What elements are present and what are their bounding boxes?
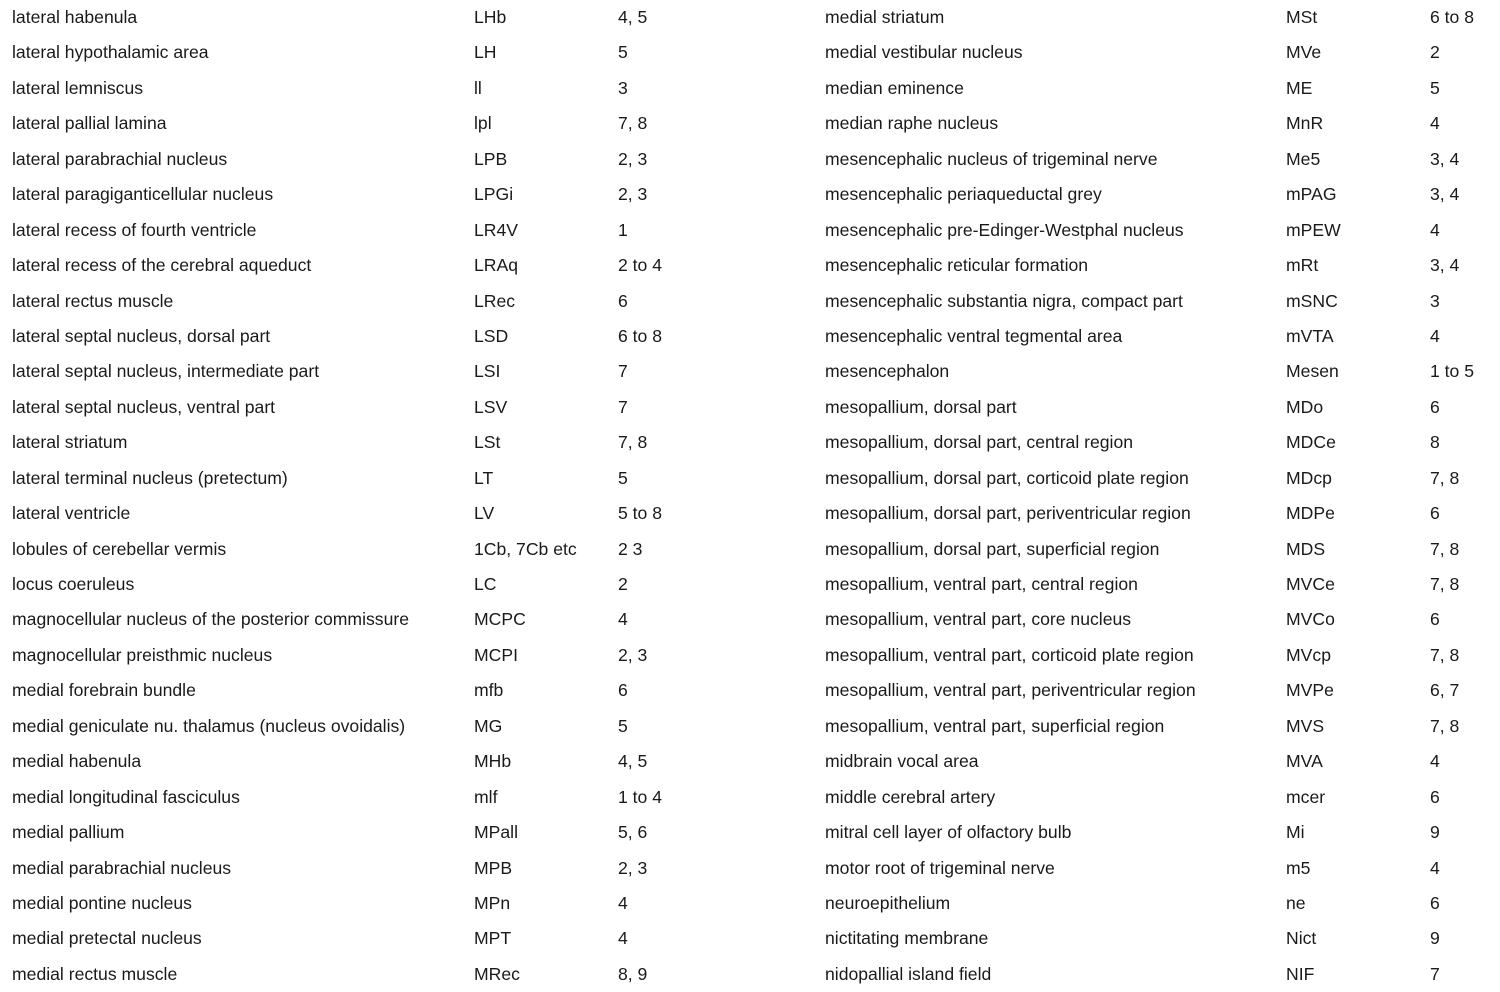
- abbreviation: ll: [474, 77, 482, 98]
- structure-name: lateral recess of the cerebral aqueduct: [12, 255, 312, 276]
- structure-name: neuroepithelium: [825, 892, 951, 913]
- abbreviation: MRec: [474, 963, 520, 984]
- structure-name: mesopallium, dorsal part, corticoid plate region: [825, 467, 1189, 488]
- abbreviation: MVcp: [1286, 644, 1331, 665]
- structure-name: lateral septal nucleus, intermediate part: [12, 361, 320, 382]
- plate-numbers: 1 to 5: [1430, 361, 1475, 382]
- table-row: [12, 390, 812, 425]
- abbreviation: MVCe: [1286, 574, 1335, 594]
- plate-numbers: 5, 6: [618, 822, 648, 843]
- abbreviation: LV: [474, 503, 495, 524]
- abbreviation: MnR: [1286, 113, 1324, 134]
- structure-name: medial rectus muscle: [12, 963, 178, 984]
- table-row: [12, 709, 812, 744]
- plate-numbers: 7, 8: [1430, 574, 1460, 594]
- abbreviation: LSt: [474, 432, 501, 453]
- structure-name: motor root of trigeminal nerve: [825, 857, 1055, 878]
- abbreviation: MDPe: [1286, 503, 1335, 524]
- table-row: [825, 815, 1500, 850]
- structure-name: locus coeruleus: [12, 574, 135, 594]
- table-row: [12, 142, 812, 177]
- plate-numbers: 6, 7: [1430, 680, 1460, 701]
- plate-numbers: 6: [1430, 503, 1440, 524]
- abbreviation: MVS: [1286, 715, 1325, 736]
- plate-numbers: 2 to 4: [618, 255, 663, 276]
- table-row: [825, 425, 1500, 460]
- plate-numbers: 2, 3: [618, 644, 648, 665]
- structure-name: mesencephalic pre-Edinger-Westphal nucleus: [825, 219, 1184, 240]
- table-row: [12, 602, 812, 637]
- plate-numbers: 4: [1430, 113, 1440, 134]
- plate-numbers: 7, 8: [1430, 644, 1460, 665]
- table-row: [825, 142, 1500, 177]
- structure-name: medial habenula: [12, 751, 142, 772]
- plate-numbers: 4: [1430, 751, 1440, 772]
- structure-name: lobules of cerebellar vermis: [12, 538, 227, 559]
- table-row: [12, 71, 812, 106]
- plate-numbers: 7, 8: [1430, 538, 1460, 559]
- abbreviation: LT: [474, 467, 494, 488]
- table-row: [825, 248, 1500, 283]
- table-row: [825, 354, 1500, 389]
- plate-numbers: 6: [1430, 786, 1440, 807]
- plate-numbers: 4: [1430, 857, 1440, 878]
- structure-name: medial pallium: [12, 822, 125, 843]
- structure-name: lateral terminal nucleus (pretectum): [12, 467, 288, 488]
- plate-numbers: 7: [1430, 963, 1440, 984]
- abbreviation: mlf: [474, 786, 498, 807]
- plate-numbers: 6: [618, 290, 628, 311]
- plate-numbers: 5: [618, 42, 628, 63]
- plate-numbers: 7, 8: [618, 113, 648, 134]
- table-row: [12, 213, 812, 248]
- plate-numbers: 5: [1430, 77, 1440, 98]
- table-row: [825, 886, 1500, 921]
- structure-name: mesopallium, dorsal part, periventricular region: [825, 503, 1191, 524]
- structure-name: medial geniculate nu. thalamus (nucleus ovoidalis): [12, 715, 406, 736]
- plate-numbers: 8: [1430, 432, 1440, 453]
- plate-numbers: 4: [618, 892, 628, 913]
- table-row: [825, 851, 1500, 886]
- table-row: [12, 461, 812, 496]
- table-row: [825, 0, 1500, 35]
- abbreviation: Mesen: [1286, 361, 1339, 382]
- abbreviation: LPGi: [474, 184, 514, 205]
- abbreviation: LPB: [474, 148, 508, 169]
- abbreviation: mcer: [1286, 786, 1326, 807]
- abbreviation: MCPC: [474, 609, 526, 630]
- abbreviation: 1Cb, 7Cb etc: [474, 538, 577, 559]
- abbreviation: MVCo: [1286, 609, 1335, 630]
- abbreviation: lpl: [474, 113, 492, 134]
- table-row: [825, 709, 1500, 744]
- abbreviation: LR4V: [474, 219, 519, 240]
- table-row: [825, 567, 1500, 602]
- table-row: [825, 673, 1500, 708]
- plate-numbers: 2, 3: [618, 148, 648, 169]
- structure-name: medial striatum: [825, 7, 945, 27]
- structure-name: lateral septal nucleus, ventral part: [12, 396, 276, 417]
- structure-name: lateral ventricle: [12, 503, 131, 524]
- table-row: [12, 0, 812, 35]
- structure-name: lateral septal nucleus, dorsal part: [12, 325, 271, 346]
- table-row: [12, 744, 812, 779]
- structure-name: mesopallium, ventral part, corticoid plate region: [825, 644, 1194, 665]
- table-row: [12, 532, 812, 567]
- plate-numbers: 9: [1430, 928, 1440, 949]
- table-row: [825, 284, 1500, 319]
- structure-name: mesopallium, ventral part, core nucleus: [825, 609, 1132, 630]
- structure-name: nidopallial island field: [825, 963, 992, 984]
- plate-numbers: 4: [618, 609, 628, 630]
- abbreviation: ne: [1286, 892, 1306, 913]
- abbreviation: mRt: [1286, 255, 1319, 276]
- plate-numbers: 6 to 8: [618, 325, 663, 346]
- abbreviation: mSNC: [1286, 290, 1338, 311]
- table-row: [12, 851, 812, 886]
- plate-numbers: 7, 8: [1430, 467, 1460, 488]
- abbreviation: MPB: [474, 857, 513, 878]
- abbreviation: LSI: [474, 361, 501, 382]
- plate-numbers: 6: [1430, 609, 1440, 630]
- table-row: [12, 886, 812, 921]
- table-row: [12, 496, 812, 531]
- structure-name: mesopallium, dorsal part: [825, 396, 1017, 417]
- abbreviation: LRAq: [474, 255, 519, 276]
- abbreviation: MSt: [1286, 7, 1318, 27]
- structure-name: nictitating membrane: [825, 928, 989, 949]
- table-row: [12, 957, 812, 992]
- structure-name: magnocellular nucleus of the posterior commissure: [12, 609, 410, 630]
- abbreviation: ME: [1286, 77, 1313, 98]
- abbreviation: m5: [1286, 857, 1311, 878]
- abbreviation: mfb: [474, 680, 504, 701]
- plate-numbers: 2 3: [618, 538, 643, 559]
- structure-name: mesencephalic nucleus of trigeminal nerve: [825, 148, 1158, 169]
- plate-numbers: 3, 4: [1430, 148, 1460, 169]
- table-row: [825, 957, 1500, 992]
- table-row: [12, 319, 812, 354]
- structure-name: medial pontine nucleus: [12, 892, 192, 913]
- structure-name: mesencephalic periaqueductal grey: [825, 184, 1102, 205]
- structure-name: middle cerebral artery: [825, 786, 996, 807]
- table-row: [12, 106, 812, 141]
- abbreviation: mVTA: [1286, 325, 1334, 346]
- structure-name: mesopallium, ventral part, periventricular region: [825, 680, 1196, 701]
- plate-numbers: 7, 8: [618, 432, 648, 453]
- plate-numbers: 5: [618, 467, 628, 488]
- abbreviation: LHb: [474, 7, 507, 27]
- plate-numbers: 3, 4: [1430, 184, 1460, 205]
- structure-name: medial parabrachial nucleus: [12, 857, 232, 878]
- abbreviation: MDCe: [1286, 432, 1336, 453]
- plate-numbers: 3: [1430, 290, 1440, 311]
- table-row: [825, 602, 1500, 637]
- plate-numbers: 2: [618, 574, 628, 594]
- abbreviation: LRec: [474, 290, 516, 311]
- abbreviation: MPn: [474, 892, 511, 913]
- plate-numbers: 6: [1430, 892, 1440, 913]
- abbreviation: MDcp: [1286, 467, 1332, 488]
- table-row: [12, 815, 812, 850]
- abbreviation: Me5: [1286, 148, 1321, 169]
- table-row: [12, 567, 812, 602]
- plate-numbers: 1 to 4: [618, 786, 663, 807]
- structure-name: medial vestibular nucleus: [825, 42, 1023, 63]
- table-row: [825, 638, 1500, 673]
- structure-name: medial longitudinal fasciculus: [12, 786, 240, 807]
- plate-numbers: 5: [618, 715, 628, 736]
- plate-numbers: 8, 9: [618, 963, 648, 984]
- table-row: [825, 106, 1500, 141]
- right-column: [825, 0, 1500, 992]
- structure-name: lateral recess of fourth ventricle: [12, 219, 257, 240]
- table-row: [825, 390, 1500, 425]
- structure-name: median eminence: [825, 77, 964, 98]
- plate-numbers: 6: [618, 680, 628, 701]
- plate-numbers: 7: [618, 361, 628, 382]
- table-row: [12, 248, 812, 283]
- abbreviation: MPall: [474, 822, 518, 843]
- abbreviation: MG: [474, 715, 503, 736]
- plate-numbers: 2, 3: [618, 857, 648, 878]
- abbreviation: MPT: [474, 928, 512, 949]
- table-row: [825, 532, 1500, 567]
- table-row: [12, 780, 812, 815]
- abbreviation: NIF: [1286, 963, 1315, 984]
- table-row: [825, 213, 1500, 248]
- abbreviation: MVe: [1286, 42, 1322, 63]
- table-row: [825, 177, 1500, 212]
- abbreviation: mPAG: [1286, 184, 1337, 205]
- structure-name: lateral pallial lamina: [12, 113, 167, 134]
- table-row: [825, 71, 1500, 106]
- abbreviation: MVPe: [1286, 680, 1334, 701]
- structure-name: lateral lemniscus: [12, 77, 144, 98]
- structure-name: lateral rectus muscle: [12, 290, 174, 311]
- structure-name: lateral parabrachial nucleus: [12, 148, 228, 169]
- table-row: [825, 744, 1500, 779]
- table-row: [825, 319, 1500, 354]
- plate-numbers: 7: [618, 396, 628, 417]
- plate-numbers: 6 to 8: [1430, 7, 1475, 27]
- table-row: [825, 35, 1500, 70]
- table-row: [12, 673, 812, 708]
- table-row: [825, 780, 1500, 815]
- table-row: [12, 425, 812, 460]
- abbreviation: LH: [474, 42, 497, 63]
- structure-name: medial pretectal nucleus: [12, 928, 202, 949]
- abbreviation: Nict: [1286, 928, 1317, 949]
- table-row: [825, 496, 1500, 531]
- structure-name: lateral habenula: [12, 7, 138, 27]
- plate-numbers: 4, 5: [618, 7, 648, 27]
- abbreviation: MDo: [1286, 396, 1324, 417]
- abbreviation: LSV: [474, 396, 508, 417]
- plate-numbers: 4: [1430, 325, 1440, 346]
- abbreviation: LSD: [474, 325, 509, 346]
- structure-name: mesopallium, dorsal part, central region: [825, 432, 1134, 453]
- plate-numbers: 6: [1430, 396, 1440, 417]
- abbreviation: Mi: [1286, 822, 1305, 843]
- structure-name: lateral paragiganticellular nucleus: [12, 184, 274, 205]
- structure-name: mesencephalic reticular formation: [825, 255, 1089, 276]
- plate-numbers: 4: [1430, 219, 1440, 240]
- plate-numbers: 4, 5: [618, 751, 648, 772]
- structure-name: mesopallium, dorsal part, superficial region: [825, 538, 1160, 559]
- abbreviation: MVA: [1286, 751, 1323, 772]
- table-row: [12, 921, 812, 956]
- structure-name: mesencephalic substantia nigra, compact part: [825, 290, 1183, 311]
- plate-numbers: 5 to 8: [618, 503, 663, 524]
- abbreviation: MDS: [1286, 538, 1326, 559]
- structure-name: mesopallium, ventral part, central region: [825, 574, 1138, 594]
- abbreviation: MCPI: [474, 644, 518, 665]
- table-row: [12, 284, 812, 319]
- structure-name: lateral striatum: [12, 432, 128, 453]
- structure-name: median raphe nucleus: [825, 113, 999, 134]
- structure-name: midbrain vocal area: [825, 751, 979, 772]
- plate-numbers: 1: [618, 219, 628, 240]
- abbreviation: mPEW: [1286, 219, 1341, 240]
- plate-numbers: 3: [618, 77, 628, 98]
- abbreviation: MHb: [474, 751, 512, 772]
- abbreviation: LC: [474, 574, 497, 594]
- plate-numbers: 2: [1430, 42, 1440, 63]
- plate-numbers: 4: [618, 928, 628, 949]
- structure-name: medial forebrain bundle: [12, 680, 196, 701]
- table-row: [12, 35, 812, 70]
- plate-numbers: 2, 3: [618, 184, 648, 205]
- structure-name: lateral hypothalamic area: [12, 42, 209, 63]
- table-row: [12, 354, 812, 389]
- plate-numbers: 3, 4: [1430, 255, 1460, 276]
- plate-numbers: 9: [1430, 822, 1440, 843]
- structure-name: mesopallium, ventral part, superficial region: [825, 715, 1165, 736]
- structure-name: mesencephalic ventral tegmental area: [825, 325, 1123, 346]
- table-row: [825, 921, 1500, 956]
- structure-name: mesencephalon: [825, 361, 950, 382]
- structure-name: mitral cell layer of olfactory bulb: [825, 822, 1072, 843]
- table-row: [12, 638, 812, 673]
- plate-numbers: 7, 8: [1430, 715, 1460, 736]
- table-row: [825, 461, 1500, 496]
- table-row: [12, 177, 812, 212]
- structure-name: magnocellular preisthmic nucleus: [12, 644, 273, 665]
- left-column: [12, 0, 812, 992]
